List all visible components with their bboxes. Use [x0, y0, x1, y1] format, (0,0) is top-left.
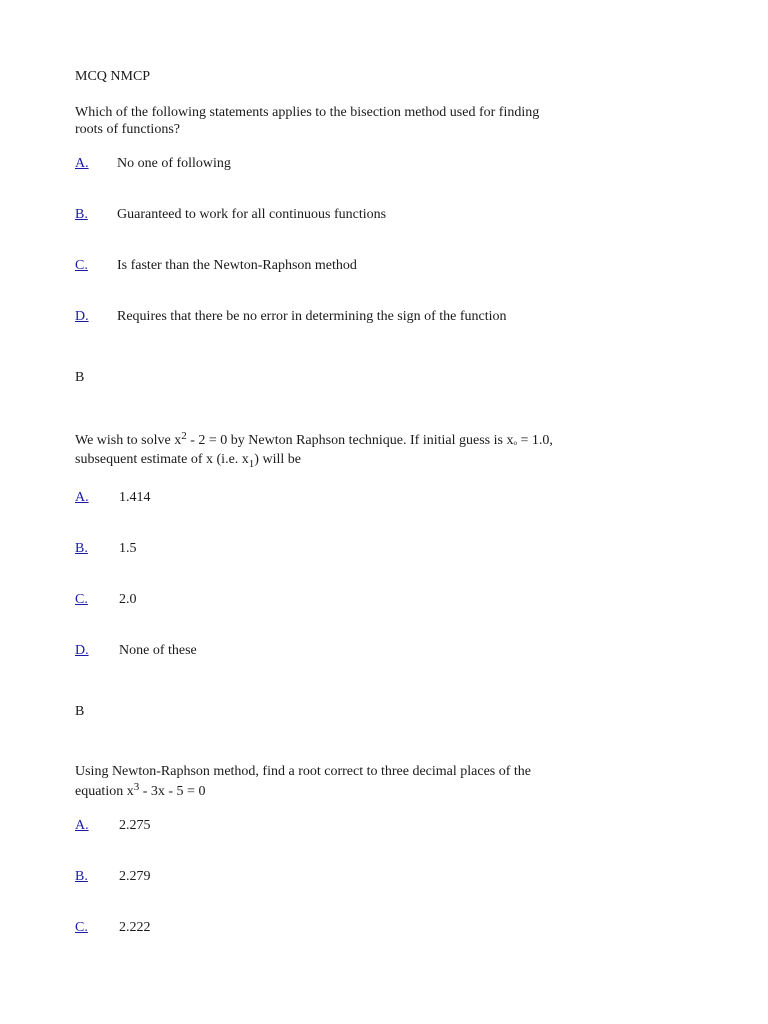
option-b-link[interactable]: B. [75, 541, 88, 556]
question-1-answer: B [75, 370, 85, 385]
q2-line1-part-c: = 1.0, [516, 433, 553, 448]
option-b-link[interactable]: B. [75, 869, 88, 884]
option-b-text: Guaranteed to work for all continuous functions [117, 207, 387, 222]
q2-superscript: 2 [181, 430, 187, 442]
option-d-link[interactable]: D. [75, 643, 89, 658]
option-b-link[interactable]: B. [75, 207, 88, 222]
q2-subscript-1: 1 [248, 458, 255, 470]
question-3-text-line-2 [75, 783, 205, 800]
question-1-text-line-2: roots of functions? [75, 122, 180, 137]
option-b-text: 1.5 [119, 541, 137, 556]
question-3-text-line-1: Using Newton-Raphson method, find a root correct to three decimal places of the [75, 764, 532, 779]
q3-line2-part-a: equation x [75, 784, 134, 799]
option-c-text: Is faster than the Newton-Raphson method [117, 258, 357, 273]
option-c-text: 2.0 [119, 592, 137, 607]
option-a-link[interactable]: A. [75, 818, 89, 833]
option-d-text: None of these [119, 643, 197, 658]
q2-line1-part-a: We wish to solve x [75, 433, 182, 448]
question-2-text-line-2 [75, 451, 301, 468]
q3-line2-part-b: - 3x - 5 = 0 [139, 784, 206, 799]
q2-line2-part-a: subsequent estimate of x (i.e. x [75, 452, 249, 467]
question-2-text-line-1 [75, 432, 553, 449]
option-a-link[interactable]: A. [75, 490, 89, 505]
option-b-text: 2.279 [119, 869, 151, 884]
option-a-text: 2.275 [119, 818, 151, 833]
option-c-link[interactable]: C. [75, 592, 88, 607]
document-title: MCQ NMCP [75, 69, 151, 84]
option-c-text: 2.222 [119, 920, 151, 935]
question-2-answer: B [75, 704, 85, 719]
question-1-text-line-1: Which of the following statements applies to the bisection method used for finding [75, 105, 540, 120]
q2-subscript-o: o [513, 439, 517, 447]
option-c-link[interactable]: C. [75, 258, 88, 273]
q3-superscript: 3 [133, 781, 140, 793]
option-a-text: No one of following [117, 156, 231, 171]
option-a-link[interactable]: A. [75, 156, 89, 171]
option-d-text: Requires that there be no error in determining the sign of the function [117, 309, 507, 324]
option-d-link[interactable]: D. [75, 309, 89, 324]
q2-line2-part-b: ) will be [254, 452, 301, 467]
option-a-text: 1.414 [119, 490, 151, 505]
q2-line1-part-b: - 2 = 0 by Newton Raphson technique. If initial guess is x [186, 433, 514, 448]
option-c-link[interactable]: C. [75, 920, 88, 935]
